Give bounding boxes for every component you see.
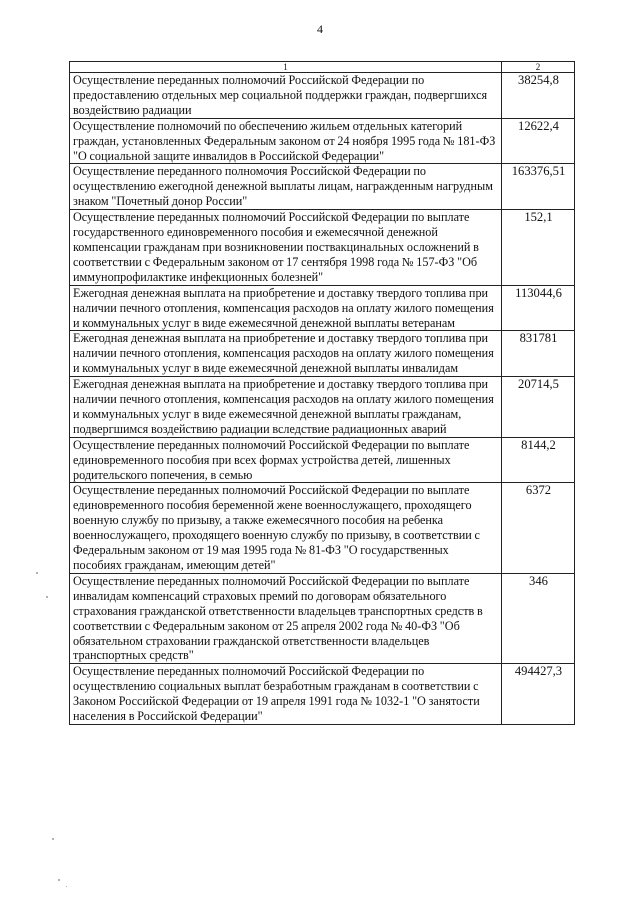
row-description: Осуществление полномочий по обеспечению жильем отдельных категорий граждан, установленных Федеральным законом от 24 ноября 1995 года № 181-ФЗ "О социальной защите инвалидов в Российской Федерации" [70, 118, 502, 164]
row-description: Осуществление переданных полномочий Российской Федерации по выплате единовременного пособия беременной жене военнослужащего, проходящего военную службу по призыву, а также ежемесячного пособия на ребенка военнослужащего, проходящего военную службу по призыву, в соответствии с Федеральным законом от 19 мая 1995 года № 81-ФЗ "О государственных пособиях гражданам, имеющим детей" [70, 483, 502, 573]
table-row [70, 73, 575, 119]
row-description: Осуществление переданного полномочия Российской Федерации по осуществлению ежегодной денежной выплаты лицам, награжденным нагрудным знаком "Почетный донор России" [70, 164, 502, 210]
row-amount: 163376,51 [502, 164, 575, 210]
column-header-number: 2 [502, 62, 575, 73]
row-description: Осуществление переданных полномочий Российской Федерации по выплате инвалидам компенсаций страховых премий по договорам обязательного страхования гражданской ответственности владельцев транспортных средств в соответствии с Федеральным законом от 25 апреля 2002 года № 40-ФЗ "Об обязательном страховании гражданской ответственности владельцев транспортных средств" [70, 573, 502, 663]
column-header-number: 1 [70, 62, 502, 73]
row-amount: 8144,2 [502, 437, 575, 483]
table-row [70, 285, 575, 331]
scan-speck [36, 572, 38, 574]
table-header-row [70, 62, 575, 73]
table-row [70, 210, 575, 286]
table-row [70, 437, 575, 483]
row-description: Ежегодная денежная выплата на приобретение и доставку твердого топлива при наличии печного отопления, компенсация расходов на оплату жилого помещения и коммунальных услуг в виде ежемесячной денежной выплаты инвалидам [70, 331, 502, 377]
table-row [70, 573, 575, 663]
table-row [70, 118, 575, 164]
table-row [70, 664, 575, 725]
row-description: Осуществление переданных полномочий Российской Федерации по осуществлению социальных выплат безработным гражданам в соответствии с Законом Российской Федерации от 19 апреля 1991 года № 1032-1 "О занятости населения в Российской Федерации" [70, 664, 502, 725]
page-number: 4 [317, 22, 323, 36]
row-amount: 152,1 [502, 210, 575, 286]
table-row [70, 164, 575, 210]
table-row [70, 483, 575, 573]
scan-speck [58, 879, 60, 881]
row-amount: 12622,4 [502, 118, 575, 164]
scan-speck [66, 886, 67, 887]
scan-speck [52, 838, 54, 840]
row-amount: 346 [502, 573, 575, 663]
row-amount: 113044,6 [502, 285, 575, 331]
row-description: Осуществление переданных полномочий Российской Федерации по предоставлению отдельных мер социальной поддержки граждан, подвергшихся воздействию радиации [70, 73, 502, 119]
row-description: Ежегодная денежная выплата на приобретение и доставку твердого топлива при наличии печного отопления, компенсация расходов на оплату жилого помещения и коммунальных услуг в виде ежемесячной денежной выплаты гражданам, подвергшимся воздействию радиации вследствие радиационных аварий [70, 377, 502, 438]
row-description: Ежегодная денежная выплата на приобретение и доставку твердого топлива при наличии печного отопления, компенсация расходов на оплату жилого помещения и коммунальных услуг в виде ежемесячной денежной выплаты ветеранам [70, 285, 502, 331]
row-description: Осуществление переданных полномочий Российской Федерации по выплате государственного единовременного пособия и ежемесячной денежной компенсации гражданам при возникновении поствакцинальных осложнений в соответствии с Федеральным законом от 17 сентября 1998 года № 157-ФЗ "Об иммунопрофилактике инфекционных болезней" [70, 210, 502, 286]
row-amount: 6372 [502, 483, 575, 573]
budget-table [69, 61, 575, 725]
row-amount: 20714,5 [502, 377, 575, 438]
row-amount: 494427,3 [502, 664, 575, 725]
row-amount: 831781 [502, 331, 575, 377]
row-amount: 38254,8 [502, 73, 575, 119]
table-row [70, 331, 575, 377]
table-row [70, 377, 575, 438]
scan-speck [46, 596, 48, 598]
row-description: Осуществление переданных полномочий Российской Федерации по выплате единовременного пособия при всех формах устройства детей, лишенных родительского попечения, в семью [70, 437, 502, 483]
